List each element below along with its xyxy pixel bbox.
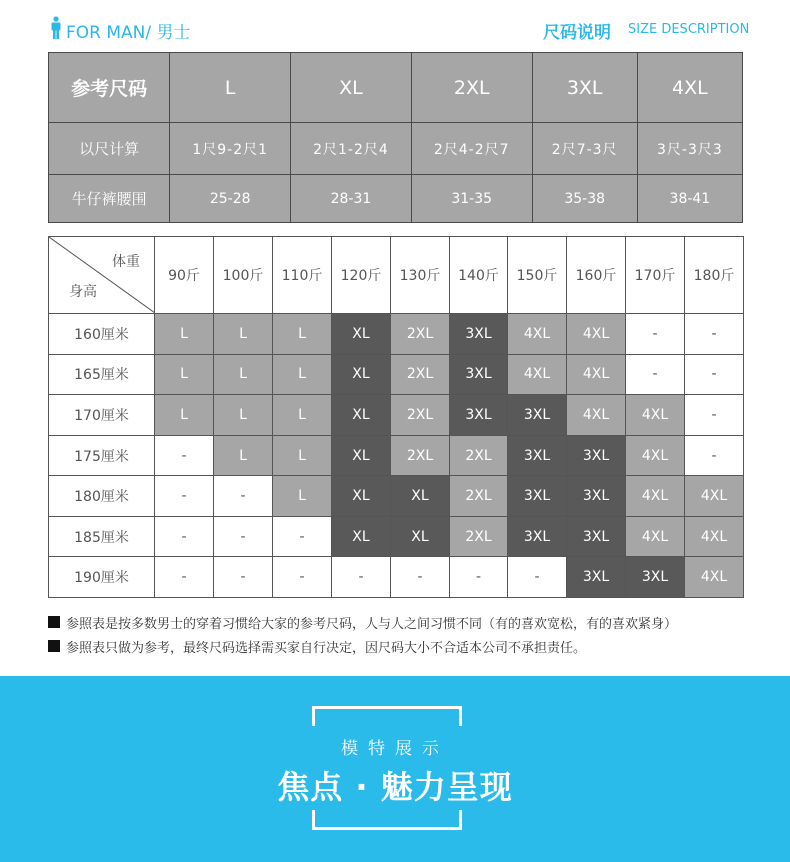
size-cell: 4XL xyxy=(626,476,685,517)
table-row xyxy=(49,516,744,557)
size-cell: - xyxy=(155,476,214,517)
height-label: 185厘米 xyxy=(49,516,155,557)
size-cell: - xyxy=(391,557,450,598)
size-cell: L xyxy=(214,354,273,395)
size-cell: L xyxy=(214,395,273,436)
height-label: 175厘米 xyxy=(49,435,155,476)
table-cell: 1尺9-2尺1 xyxy=(170,123,291,175)
size-cell: L xyxy=(155,354,214,395)
weight-header: 150斤 xyxy=(508,237,567,314)
size-cell: 4XL xyxy=(626,516,685,557)
size-cell: 4XL xyxy=(567,314,626,355)
size-cell: 4XL xyxy=(508,354,567,395)
banner-subtitle: 模特展示 xyxy=(341,739,449,759)
size-cell: - xyxy=(685,314,744,355)
table-header-cell: 3XL xyxy=(532,53,637,123)
table-row-label: 牛仔裤腰围 xyxy=(49,175,170,223)
size-cell: L xyxy=(273,314,332,355)
size-cell: 2XL xyxy=(391,354,450,395)
size-cell: 3XL xyxy=(567,476,626,517)
size-cell: 2XL xyxy=(450,516,508,557)
weight-header: 140斤 xyxy=(450,237,508,314)
size-cell: 3XL xyxy=(450,395,508,436)
table-row xyxy=(49,123,743,175)
size-cell: - xyxy=(450,557,508,598)
table-cell: 3尺-3尺3 xyxy=(637,123,742,175)
weight-header: 170斤 xyxy=(626,237,685,314)
size-description-title: 尺码说明 xyxy=(543,23,611,43)
size-description-subtitle: SIZE DESCRIPTION xyxy=(628,22,750,37)
notes xyxy=(48,610,758,658)
size-cell: - xyxy=(155,557,214,598)
note-item xyxy=(48,610,758,634)
table-row xyxy=(49,395,744,436)
size-cell: XL xyxy=(391,516,450,557)
table-cell: 2尺4-2尺7 xyxy=(411,123,532,175)
table-row-label: 以尺计算 xyxy=(49,123,170,175)
height-weight-size-table xyxy=(48,236,744,598)
man-icon xyxy=(50,16,62,40)
table-row xyxy=(49,53,743,123)
table-header-cell: XL xyxy=(291,53,412,123)
table-cell: 38-41 xyxy=(637,175,742,223)
size-cell: - xyxy=(332,557,391,598)
table-header-cell: 2XL xyxy=(411,53,532,123)
table-cell: 25-28 xyxy=(170,175,291,223)
size-cell: - xyxy=(214,557,273,598)
size-cell: 4XL xyxy=(685,557,744,598)
table-header-cell: 参考尺码 xyxy=(49,53,170,123)
size-cell: - xyxy=(626,314,685,355)
weight-header: 100斤 xyxy=(214,237,273,314)
banner-title: 焦点 · 魅力呈现 xyxy=(277,768,513,806)
size-cell: L xyxy=(273,476,332,517)
size-cell: XL xyxy=(332,314,391,355)
size-cell: L xyxy=(155,395,214,436)
weight-header: 120斤 xyxy=(332,237,391,314)
table-header-cell: L xyxy=(170,53,291,123)
size-cell: XL xyxy=(332,516,391,557)
size-cell: XL xyxy=(332,395,391,436)
weight-axis-label: 体重 xyxy=(112,254,140,270)
height-label: 180厘米 xyxy=(49,476,155,517)
size-cell: XL xyxy=(332,354,391,395)
size-cell: 2XL xyxy=(391,314,450,355)
bullet-square-icon xyxy=(48,640,60,652)
size-cell: 4XL xyxy=(626,395,685,436)
size-cell: XL xyxy=(332,435,391,476)
note-text: 参照表只做为参考，最终尺码选择需买家自行决定，因尺码大小不合适本公司不承担责任。 xyxy=(66,640,587,656)
table-cell: 31-35 xyxy=(411,175,532,223)
size-cell: - xyxy=(685,435,744,476)
size-cell: - xyxy=(214,516,273,557)
size-cell: 3XL xyxy=(450,314,508,355)
size-cell: L xyxy=(214,314,273,355)
height-label: 165厘米 xyxy=(49,354,155,395)
size-cell: XL xyxy=(332,476,391,517)
size-cell: - xyxy=(214,476,273,517)
size-cell: 4XL xyxy=(626,435,685,476)
size-cell: 2XL xyxy=(391,395,450,436)
table-row xyxy=(49,314,744,355)
note-item xyxy=(48,634,758,658)
diagonal-header-cell xyxy=(49,237,155,314)
weight-header: 160斤 xyxy=(567,237,626,314)
size-cell: XL xyxy=(391,476,450,517)
table-row xyxy=(49,435,744,476)
size-cell: - xyxy=(685,354,744,395)
size-cell: 4XL xyxy=(685,516,744,557)
size-cell: - xyxy=(626,354,685,395)
bullet-square-icon xyxy=(48,616,60,628)
size-cell: 3XL xyxy=(567,516,626,557)
size-cell: - xyxy=(155,516,214,557)
for-man-label: FOR MAN/ 男士 xyxy=(66,23,191,43)
size-cell: - xyxy=(273,557,332,598)
size-cell: 3XL xyxy=(508,516,567,557)
size-cell: - xyxy=(685,395,744,436)
size-cell: 2XL xyxy=(450,435,508,476)
table-row xyxy=(49,354,744,395)
height-label: 190厘米 xyxy=(49,557,155,598)
size-cell: L xyxy=(273,395,332,436)
size-cell: 4XL xyxy=(567,395,626,436)
table-row xyxy=(49,476,744,517)
table-header-row xyxy=(49,237,744,314)
note-text: 参照表是按多数男士的穿着习惯给大家的参考尺码，人与人之间习惯不同（有的喜欢宽松，有的喜欢紧身） xyxy=(66,616,678,632)
weight-header: 180斤 xyxy=(685,237,744,314)
size-cell: 4XL xyxy=(685,476,744,517)
size-cell: 4XL xyxy=(567,354,626,395)
size-cell: - xyxy=(508,557,567,598)
height-axis-label: 身高 xyxy=(69,284,97,301)
size-cell: - xyxy=(155,435,214,476)
diagonal-line xyxy=(49,237,155,313)
bracket-bottom xyxy=(312,810,462,830)
table-cell: 2尺7-3尺 xyxy=(532,123,637,175)
table-cell: 28-31 xyxy=(291,175,412,223)
table-row xyxy=(49,175,743,223)
model-showcase-banner xyxy=(0,676,790,862)
size-cell: L xyxy=(155,314,214,355)
size-cell: 3XL xyxy=(508,476,567,517)
weight-header: 90斤 xyxy=(155,237,214,314)
height-label: 160厘米 xyxy=(49,314,155,355)
size-cell: - xyxy=(273,516,332,557)
size-cell: 3XL xyxy=(567,435,626,476)
size-cell: 4XL xyxy=(508,314,567,355)
size-cell: 3XL xyxy=(626,557,685,598)
height-label: 170厘米 xyxy=(49,395,155,436)
table-cell: 2尺1-2尺4 xyxy=(291,123,412,175)
weight-header: 110斤 xyxy=(273,237,332,314)
weight-header: 130斤 xyxy=(391,237,450,314)
header xyxy=(0,0,790,46)
bracket-top xyxy=(312,706,462,726)
table-cell: 35-38 xyxy=(532,175,637,223)
size-reference-table xyxy=(48,52,743,223)
table-header-cell: 4XL xyxy=(637,53,742,123)
size-cell: 3XL xyxy=(508,435,567,476)
size-cell: 3XL xyxy=(508,395,567,436)
size-cell: L xyxy=(273,435,332,476)
size-cell: L xyxy=(273,354,332,395)
size-cell: 3XL xyxy=(450,354,508,395)
size-cell: 3XL xyxy=(567,557,626,598)
size-cell: 2XL xyxy=(450,476,508,517)
size-cell: 2XL xyxy=(391,435,450,476)
size-cell: L xyxy=(214,435,273,476)
table-row xyxy=(49,557,744,598)
